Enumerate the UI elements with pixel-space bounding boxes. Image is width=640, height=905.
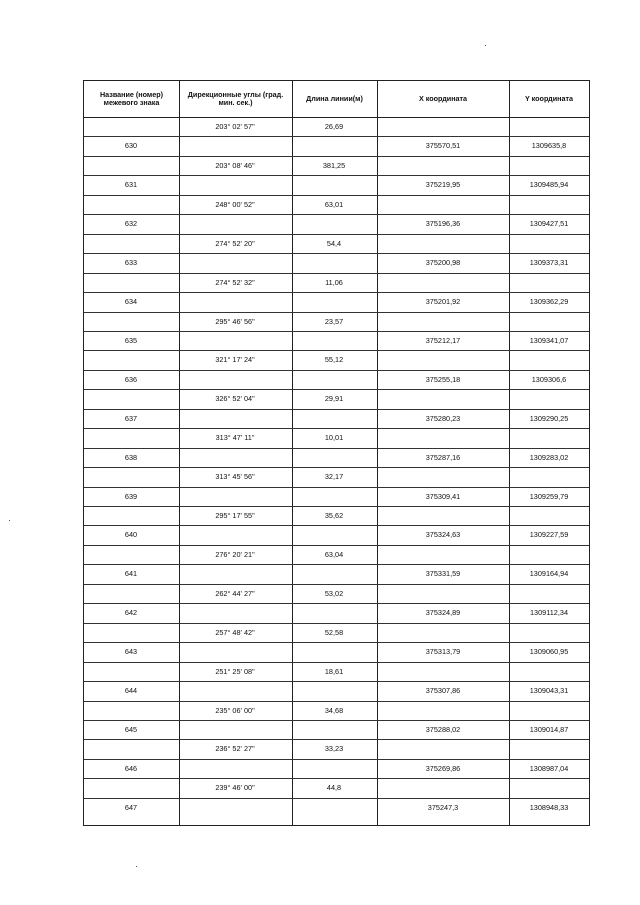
direction-angle-cell: 257° 48' 42": [215, 627, 255, 637]
y-coordinate-cell: 1309283,02: [529, 452, 569, 462]
x-coordinate-cell: 375196,36: [425, 219, 461, 229]
direction-angle-cell: 274° 52' 32": [215, 277, 255, 287]
row-divider: [84, 487, 589, 488]
direction-angle-cell: 239° 46' 00": [215, 783, 255, 793]
point-name-cell: 638: [124, 452, 138, 462]
x-coordinate-cell: 375313,79: [425, 647, 461, 657]
header-point-name: Название (номер) межевого знака: [99, 89, 164, 107]
direction-angle-cell: 235° 06' 00": [215, 705, 255, 715]
y-coordinate-cell: 1309043,31: [529, 686, 569, 696]
point-name-cell: 630: [124, 141, 138, 151]
direction-angle-cell: 276° 20' 21": [215, 549, 255, 559]
line-length-cell: 23,57: [324, 316, 344, 326]
point-name-cell: 632: [124, 219, 138, 229]
y-coordinate-cell: 1309259,79: [529, 491, 569, 501]
point-name-cell: 643: [124, 647, 138, 657]
row-divider: [84, 662, 589, 663]
x-coordinate-cell: 375255,18: [425, 374, 461, 384]
row-divider: [84, 428, 589, 429]
x-coordinate-cell: 375309,41: [425, 491, 461, 501]
direction-angle-cell: 203° 08' 46": [215, 160, 255, 170]
y-coordinate-cell: 1309427,51: [529, 219, 569, 229]
direction-angle-cell: 313° 47' 11": [215, 433, 255, 443]
point-name-cell: 642: [124, 608, 138, 618]
x-coordinate-cell: 375269,86: [425, 763, 461, 773]
header-direction-angle: Дирекционные углы (град. мин. сек.): [187, 89, 284, 107]
row-divider: [84, 156, 589, 157]
line-length-cell: 54,4: [326, 238, 342, 248]
direction-angle-cell: 274° 52' 20": [215, 238, 255, 248]
row-divider: [84, 778, 589, 779]
line-length-cell: 63,04: [324, 549, 344, 559]
point-name-cell: 641: [124, 569, 138, 579]
row-divider: [84, 739, 589, 740]
y-coordinate-cell: 1309014,87: [529, 724, 569, 734]
direction-angle-cell: 326° 52' 04": [215, 394, 255, 404]
y-coordinate-cell: 1308987,04: [529, 763, 569, 773]
row-divider: [84, 681, 589, 682]
line-length-cell: 26,69: [324, 122, 344, 131]
column-divider: [292, 81, 293, 825]
row-divider: [84, 312, 589, 313]
row-divider: [84, 603, 589, 604]
x-coordinate-cell: 375324,63: [425, 530, 461, 540]
x-coordinate-cell: 375324,89: [425, 608, 461, 618]
x-coordinate-cell: 375219,95: [425, 180, 461, 190]
row-divider: [84, 701, 589, 702]
x-coordinate-cell: 375200,98: [425, 258, 461, 268]
point-name-cell: 636: [124, 374, 138, 384]
row-divider: [84, 798, 589, 799]
direction-angle-cell: 251° 25' 08": [215, 666, 255, 676]
header-line-length: Длина линии(м): [306, 93, 363, 103]
column-divider: [377, 81, 378, 825]
y-coordinate-cell: 1308948,33: [529, 802, 569, 812]
row-divider: [84, 175, 589, 176]
point-name-cell: 637: [124, 413, 138, 423]
line-length-cell: 44,8: [326, 783, 342, 793]
row-divider: [84, 292, 589, 293]
row-divider: [84, 195, 589, 196]
row-divider: [84, 273, 589, 274]
header-x-coordinate: X координата: [418, 93, 468, 103]
point-name-cell: 645: [124, 724, 138, 734]
row-divider: [84, 564, 589, 565]
x-coordinate-cell: 375212,17: [425, 335, 461, 345]
line-length-cell: 33,23: [324, 744, 344, 754]
x-coordinate-cell: 375287,16: [425, 452, 461, 462]
column-divider: [509, 81, 510, 825]
line-length-cell: 29,91: [324, 394, 344, 404]
y-coordinate-cell: 1309164,94: [529, 569, 569, 579]
y-coordinate-cell: 1309373,31: [529, 258, 569, 268]
y-coordinate-cell: 1309485,94: [529, 180, 569, 190]
x-coordinate-cell: 375247,3: [427, 802, 459, 812]
x-coordinate-cell: 375201,92: [425, 297, 461, 307]
line-length-cell: 11,06: [325, 277, 343, 287]
direction-angle-cell: 313° 45' 56": [215, 472, 255, 482]
point-name-cell: 635: [124, 335, 138, 345]
row-divider: [84, 389, 589, 390]
y-coordinate-cell: 1309362,29: [529, 297, 569, 307]
row-divider: [84, 506, 589, 507]
y-coordinate-cell: 1309112,34: [529, 608, 569, 618]
row-divider: [84, 350, 589, 351]
row-divider: [84, 642, 589, 643]
x-coordinate-cell: 375288,02: [425, 724, 461, 734]
row-divider: [84, 623, 589, 624]
table-header-row: [84, 81, 589, 118]
line-length-cell: 53,02: [324, 588, 344, 598]
point-name-cell: 634: [124, 297, 138, 307]
row-divider: [84, 545, 589, 546]
x-coordinate-cell: 375280,23: [425, 413, 461, 423]
x-coordinate-cell: 375331,59: [425, 569, 461, 579]
point-name-cell: 640: [124, 530, 138, 540]
y-coordinate-cell: 1309227,59: [529, 530, 569, 540]
row-divider: [84, 467, 589, 468]
direction-angle-cell: 236° 52' 27": [215, 744, 255, 754]
x-coordinate-cell: 375307,86: [425, 686, 461, 696]
y-coordinate-cell: 1309341,07: [529, 335, 569, 345]
row-divider: [84, 331, 589, 332]
row-divider: [84, 448, 589, 449]
scan-speck: [136, 866, 137, 867]
direction-angle-cell: 203° 02' 57": [215, 122, 255, 131]
y-coordinate-cell: 1309306,6: [531, 374, 567, 384]
row-divider: [84, 409, 589, 410]
row-divider: [84, 759, 589, 760]
direction-angle-cell: 295° 17' 55": [215, 511, 255, 520]
line-length-cell: 63,01: [324, 199, 344, 209]
column-divider: [179, 81, 180, 825]
row-divider: [84, 584, 589, 585]
boundary-coordinates-table: [83, 80, 590, 826]
row-divider: [84, 525, 589, 526]
point-name-cell: 646: [124, 763, 138, 773]
direction-angle-cell: 248° 00' 52": [215, 199, 255, 209]
direction-angle-cell: 321° 17' 24": [215, 355, 255, 365]
scan-speck: [485, 45, 486, 46]
header-y-coordinate: Y координата: [525, 93, 573, 103]
row-divider: [84, 234, 589, 235]
row-divider: [84, 370, 589, 371]
row-divider: [84, 253, 589, 254]
line-length-cell: 381,25: [322, 160, 346, 170]
line-length-cell: 32,17: [324, 472, 344, 482]
line-length-cell: 34,68: [324, 705, 344, 715]
row-divider: [84, 136, 589, 137]
row-divider: [84, 214, 589, 215]
point-name-cell: 633: [124, 258, 138, 268]
point-name-cell: 631: [124, 180, 138, 190]
line-length-cell: 55,12: [324, 355, 344, 365]
x-coordinate-cell: 375570,51: [425, 141, 461, 151]
point-name-cell: 639: [124, 491, 138, 501]
direction-angle-cell: 262° 44' 27": [215, 588, 255, 598]
row-divider: [84, 720, 589, 721]
line-length-cell: 35,62: [324, 511, 344, 520]
line-length-cell: 52,58: [324, 627, 344, 637]
direction-angle-cell: 295° 46' 56": [215, 316, 255, 326]
scan-speck: [9, 520, 10, 521]
y-coordinate-cell: 1309060,95: [529, 647, 569, 657]
point-name-cell: 647: [124, 802, 138, 812]
point-name-cell: 644: [124, 686, 138, 696]
y-coordinate-cell: 1309635,8: [531, 141, 567, 151]
line-length-cell: 18,61: [324, 666, 344, 676]
y-coordinate-cell: 1309290,25: [529, 413, 569, 423]
line-length-cell: 10,01: [324, 433, 344, 443]
